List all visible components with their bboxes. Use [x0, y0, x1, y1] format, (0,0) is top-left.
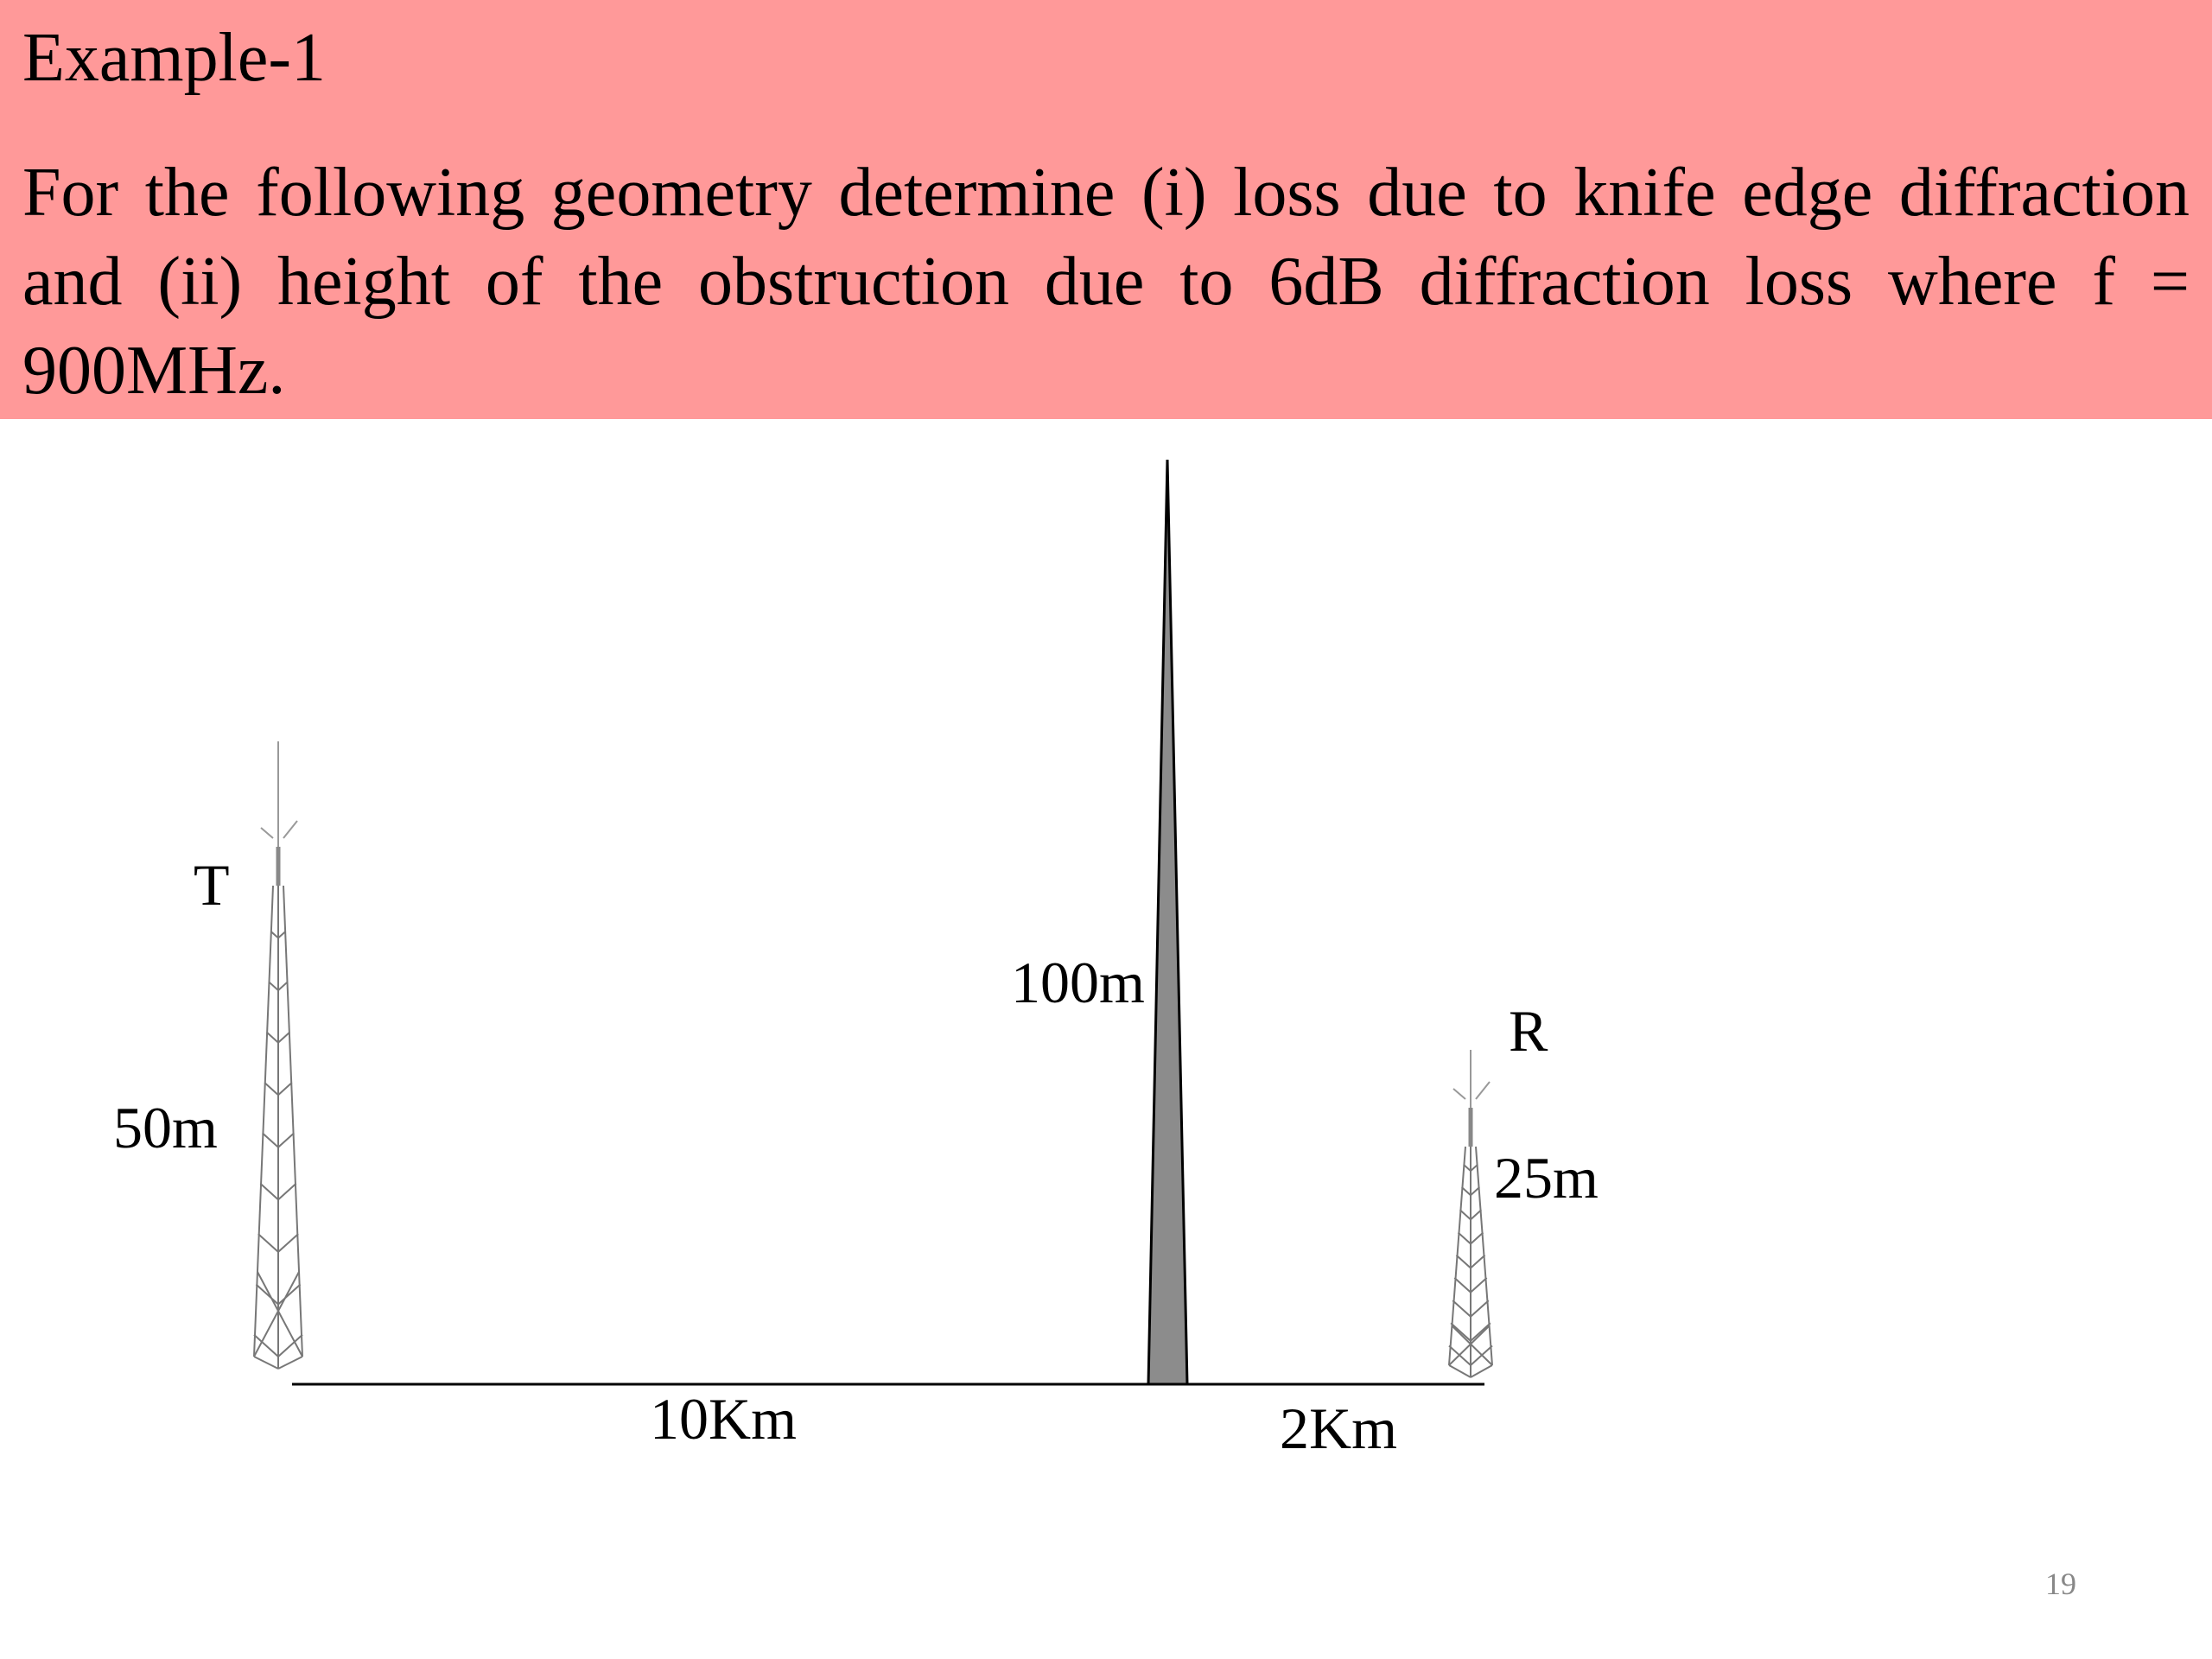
- receiver-label: R: [1509, 998, 1548, 1064]
- distance-obstruction-rx-label: 2Km: [1280, 1395, 1397, 1461]
- receiver-height-label: 25m: [1494, 1145, 1599, 1211]
- transmitter-label: T: [194, 852, 230, 918]
- transmitter-tower-icon: [254, 741, 302, 1369]
- obstruction-height-label: 100m: [1011, 950, 1145, 1015]
- receiver-tower-icon: [1449, 1050, 1492, 1377]
- distance-tx-obstruction-label: 10Km: [650, 1386, 797, 1452]
- slide-title: Example-1: [22, 20, 326, 96]
- page-number: 19: [2045, 1567, 2076, 1601]
- transmitter-height-label: 50m: [113, 1095, 218, 1160]
- knife-edge-obstruction: [1148, 460, 1187, 1384]
- problem-statement: For the following geometry determine (i) loss due to knife edge diffraction and (ii) height of the obstruction due to 6dB diffraction loss where f = 900MHz.: [22, 155, 2190, 409]
